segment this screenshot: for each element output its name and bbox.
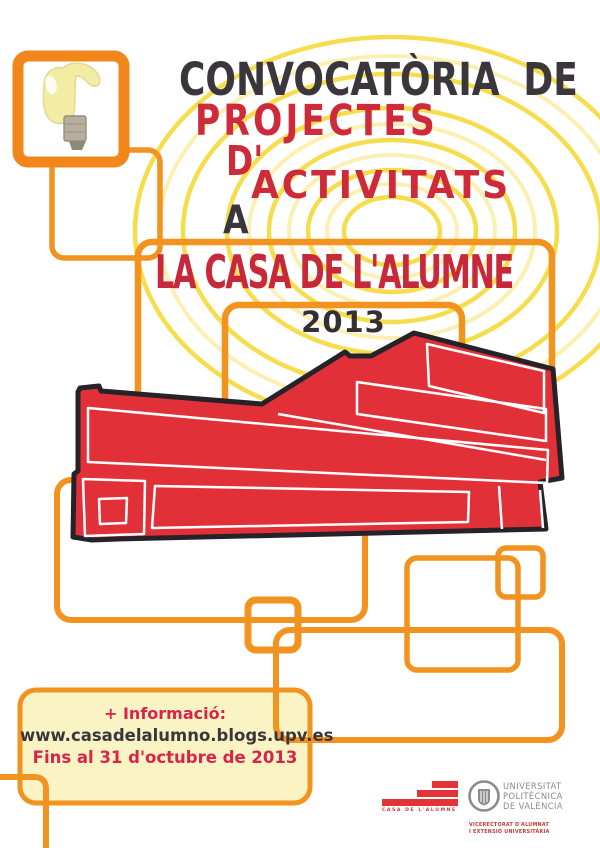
info-deadline: Fins al 31 d'octubre de 2013	[32, 748, 298, 767]
upv-sub-line-2: I EXTENSIÓ UNIVERSITÀRIA	[469, 829, 550, 835]
upv-coat-of-arms-seal-icon	[468, 780, 500, 812]
venue-year: 2013	[301, 305, 386, 339]
upv-vicerectorat	[469, 823, 550, 836]
headline-line-4: ACTIVITATS	[251, 163, 511, 207]
headline-line-1: CONVOCATÒRIA DE	[179, 53, 578, 106]
decor-rect-small-square	[248, 600, 298, 650]
headline-line-5: A	[223, 198, 249, 243]
info-heading: + Informació:	[104, 704, 226, 723]
upv-logo	[468, 778, 598, 834]
headline-line-3: D'	[226, 137, 264, 185]
upv-name	[503, 782, 563, 811]
decor-rect-bottom-mid	[407, 558, 518, 670]
casa-de-lalumne-logo	[382, 781, 460, 813]
building-silhouette	[73, 333, 562, 540]
venue-title: LA CASA DE L'ALUMNE	[155, 245, 513, 299]
upv-sub-line-1: VICERECTORAT D'ALUMNAT	[469, 823, 550, 828]
info-url: www.casadelalumno.blogs.upv.es	[20, 726, 334, 745]
info-box	[20, 703, 334, 769]
stepped-bars-logo-icon	[382, 781, 460, 806]
upv-name-line-1: UNIVERSITAT	[503, 781, 562, 791]
casa-logo-label: CASA DE L'ALUMNE	[382, 808, 457, 813]
headline-line-2: PROJECTES	[195, 96, 439, 146]
upv-name-line-2: POLITÈCNICA	[503, 790, 563, 801]
building-illustration	[73, 333, 562, 540]
upv-name-line-3: DE VALÈNCIA	[503, 800, 563, 811]
